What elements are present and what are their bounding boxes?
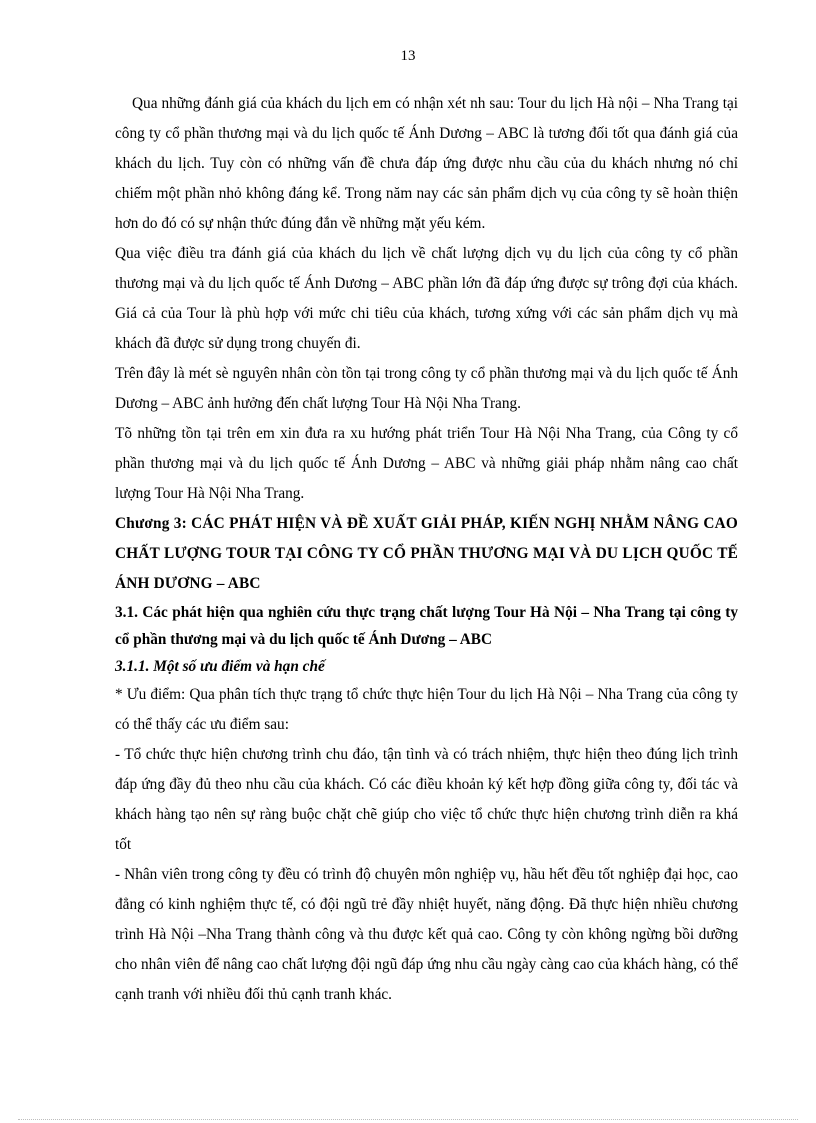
paragraph-customer-assessment: Qua những đánh giá của khách du lịch em có nhận xét nh sau: Tour du lịch Hà nội – Nha Trang tại công ty cổ phần thương mại và du lịch quốc tế Ánh Dương – ABC là tương đối tốt qua đánh giá của khách du lịch. Tuy còn có những vấn đề chưa đáp ứng được nhu cầu của du khách nhưng nó chỉ chiếm một phần nhỏ không đáng kể. Trong năm nay các sản phẩm dịch vụ của công ty sẽ hoàn thiện hơn do đó có sự nhận thức đúng đắn về những mặt yếu kém. bbox=[115, 95, 738, 232]
document-body bbox=[115, 89, 738, 1010]
page-bottom-divider bbox=[18, 1119, 798, 1120]
paragraph-survey-results: Qua việc điều tra đánh giá của khách du lịch về chất lượng dịch vụ du lịch của công ty cổ phần thương mại và du lịch quốc tế Ánh Dương – ABC phần lớn đã đáp ứng được sự trông đợi của khách. Giá cả của Tour là phù hợp với mức chi tiêu của khách, tương xứng với các sản phẩm dịch vụ mà khách đã được sử dụng trong chuyến đi. bbox=[115, 245, 738, 352]
paragraph-advantage-organization: - Tổ chức thực hiện chương trình chu đáo, tận tình và có trách nhiệm, thực hiện theo đúng lịch trình đáp ứng đầy đủ theo nhu cầu của khách. Có các điều khoản ký kết hợp đồng giữa công ty, đối tác và khách hàng tạo nên sự ràng buộc chặt chẽ giúp cho việc tổ chức thực hiện chương trình diễn ra khá tốt bbox=[115, 746, 738, 853]
section-heading: 3.1. Các phát hiện qua nghiên cứu thực trạng chất lượng Tour Hà Nội – Nha Trang tại công ty cổ phần thương mại và du lịch quốc tế Ánh Dương – ABC bbox=[115, 604, 738, 648]
paragraph-advantage-staff: - Nhân viên trong công ty đều có trình độ chuyên môn nghiệp vụ, hầu hết đều tốt nghiệp đại học, cao đẳng có kinh nghiệm thực tế, có đội ngũ trẻ đầy nhiệt huyết, năng động. Đã thực hiện nhiều chương trình Hà Nội –Nha Trang thành công và thu được kết quả cao. Công ty còn không ngừng bồi dưỡng cho nhân viên để nâng cao chất lượng đội ngũ đáp ứng nhu cầu ngày càng cao của khách hàng, có thể cạnh tranh với nhiều đối thủ cạnh tranh khác. bbox=[115, 866, 738, 1003]
paragraph-development-direction: Tõ những tồn tại trên em xin đưa ra xu hướng phát triển Tour Hà Nội Nha Trang, của Công ty cổ phần thương mại và du lịch quốc tế Ánh Dương – ABC và những giải pháp nhằm nâng cao chất lượng Tour Hà Nội Nha Trang. bbox=[115, 425, 738, 502]
subsection-heading: 3.1.1. Một số ưu điểm và hạn chế bbox=[115, 658, 325, 675]
page-number: 13 bbox=[400, 48, 416, 64]
chapter-heading: Chương 3: CÁC PHÁT HIỆN VÀ ĐỀ XUẤT GIẢI PHÁP, KIẾN NGHỊ NHẰM NÂNG CAO CHẤT LƯỢNG TOUR TẠI CÔNG TY CỔ PHẦN THƯƠNG MẠI VÀ DU LỊCH QUỐC TẾ ÁNH DƯƠNG – ABC bbox=[115, 515, 738, 592]
paragraph-advantages-intro: * Ưu điểm: Qua phân tích thực trạng tổ chức thực hiện Tour du lịch Hà Nội – Nha Trang của công ty có thể thấy các ưu điểm sau: bbox=[115, 686, 738, 733]
paragraph-remaining-causes: Trên đây là mét sè nguyên nhân còn tồn tại trong công ty cổ phần thương mại và du lịch quốc tế Ánh Dương – ABC ảnh hưởng đến chất lượng Tour Hà Nội Nha Trang. bbox=[115, 365, 738, 412]
